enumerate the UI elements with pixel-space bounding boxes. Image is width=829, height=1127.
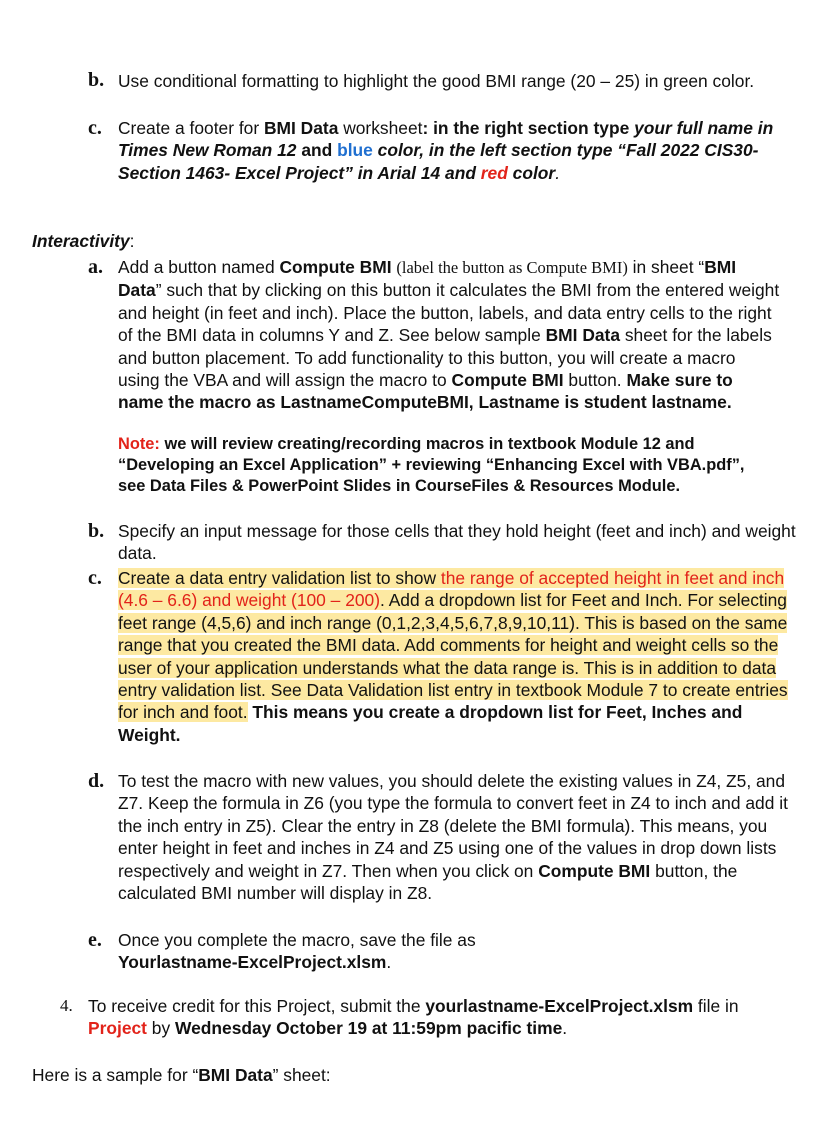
note-text: we will review creating/recording macros in textbook Module 12 and “Developing an Excel Application” + reviewing “Enhancing Excel with VBA.pdf”, see Data Files & PowerPoint Slides in CourseFiles & Resources Module. xyxy=(118,435,745,495)
text: To receive credit for this Project, submit the xyxy=(88,996,426,1016)
text-bold-italic: color, in the left section type “Fall 2022 CIS30-Section 1463- Excel Project” in Arial 14 and xyxy=(118,140,759,183)
text: Create a footer for xyxy=(118,118,264,138)
list-marker-c: c. xyxy=(88,567,102,589)
filename: Yourlastname-ExcelProject.xlsm xyxy=(118,952,387,973)
text-bold: BMI Data xyxy=(263,118,339,138)
text-bold: Compute BMI xyxy=(538,860,651,881)
sample-caption xyxy=(32,1064,792,1086)
text: button. xyxy=(563,370,627,391)
text-bold: BMI Data xyxy=(545,325,621,346)
text: Once you complete the macro, save the file as xyxy=(118,930,476,950)
text-bold: Compute BMI xyxy=(451,370,564,391)
text: . xyxy=(562,1018,568,1039)
instruction-a xyxy=(118,256,780,414)
text: To test the macro with new values, you should delete the existing values in Z4, Z5, and Z7. Keep the formula in Z6 (you type the formula to convert feet in Z4 to inch and add it the inch entry in Z5). Clear the entry in Z8 (delete the BMI formula). This means, you enter height in feet and inches in Z4 and Z5 using one of the values in drop down lists respectively and weight in Z7. Then when you click on xyxy=(118,771,788,881)
text: button, the calculated BMI number will display in Z8. xyxy=(118,860,738,904)
note-label: Note: xyxy=(118,435,160,453)
note xyxy=(118,434,768,497)
text-serif: (label the button as Compute BMI) xyxy=(396,258,628,277)
list-marker-b: b. xyxy=(88,520,105,542)
text: ” such that by clicking on this button it calculates the BMI from the entered weight and height (in feet and inch). Place the button, labels, and data entry cells to the right of the BMI data in columns Y and Z. See below sample xyxy=(118,280,780,346)
text: worksheet xyxy=(338,118,423,138)
filename: yourlastname-ExcelProject.xlsm xyxy=(425,996,694,1016)
text: Add a button named xyxy=(118,257,280,277)
instruction-e xyxy=(118,929,768,974)
list-marker-b-top: b. xyxy=(88,69,105,91)
text: file in xyxy=(693,996,739,1016)
text-blue: blue xyxy=(337,140,373,161)
text-bold-italic: your full name in Times New Roman 12 xyxy=(118,118,774,161)
text: . xyxy=(386,952,392,973)
heading-text: Interactivity xyxy=(32,231,130,251)
text: ” sheet: xyxy=(272,1065,331,1085)
section-heading-interactivity xyxy=(32,230,134,252)
instruction-4 xyxy=(88,995,788,1040)
text: by xyxy=(146,1018,175,1039)
instruction-b xyxy=(118,520,798,565)
list-marker-4: 4. xyxy=(60,996,73,1015)
text-bold: : in the right section type xyxy=(422,118,635,138)
text-bold: and xyxy=(296,140,338,161)
instruction-b-top xyxy=(118,70,788,92)
instruction-c xyxy=(118,567,788,746)
text-bold: This means you create a dropdown list for Feet, Inches and Weight. xyxy=(118,702,743,745)
text: Use conditional formatting to highlight the good BMI range (20 – 25) in green color. xyxy=(118,71,755,91)
text-italic: . xyxy=(555,162,561,183)
highlighted-text-red: the range of accepted height in feet and inch (4.6 – 6.6) and weight (100 – 200) xyxy=(118,568,785,611)
list-marker-a: a. xyxy=(88,256,103,278)
text-red: red xyxy=(480,162,508,183)
instruction-c-top xyxy=(118,117,778,184)
heading-colon: : xyxy=(129,231,135,251)
text: sheet for the labels and button placement. To add functionality to this button, you will create a macro using the VBA and will assign the macro to xyxy=(118,325,772,391)
list-marker-e: e. xyxy=(88,929,102,951)
text-bold: Compute BMI xyxy=(279,257,392,277)
list-marker-c-top: c. xyxy=(88,117,102,139)
instruction-d xyxy=(118,770,790,904)
text-bold: BMI Data xyxy=(118,257,737,301)
highlighted-text: Create a data entry validation list to show xyxy=(118,568,441,588)
text: Specify an input message for those cells that they hold height (feet and inch) and weight data. xyxy=(118,521,796,564)
text: in sheet “ xyxy=(627,257,705,277)
list-marker-d: d. xyxy=(88,770,105,792)
text: Here is a sample for “ xyxy=(32,1065,199,1085)
text-bold: BMI Data xyxy=(198,1065,273,1085)
text-red: Project xyxy=(88,1018,147,1039)
highlighted-text: . Add a dropdown list for Feet and Inch. For selecting feet range (4,5,6) and inch range (0,1,2,3,4,5,6,7,8,9,10,11). This is based on the same range that you created the BMI data. Add comments for height and weight cells so the user of your application understands what the data range is. This is in addition to data entry validation list. See Data Validation list entry in textbook Module 7 to create entries for inch and foot. xyxy=(118,590,788,723)
text-bold-italic: color xyxy=(507,162,556,183)
text-bold: Make sure to name the macro as LastnameComputeBMI, Lastname is student lastname. xyxy=(118,370,733,413)
deadline: Wednesday October 19 at 11:59pm pacific time xyxy=(175,1018,563,1039)
